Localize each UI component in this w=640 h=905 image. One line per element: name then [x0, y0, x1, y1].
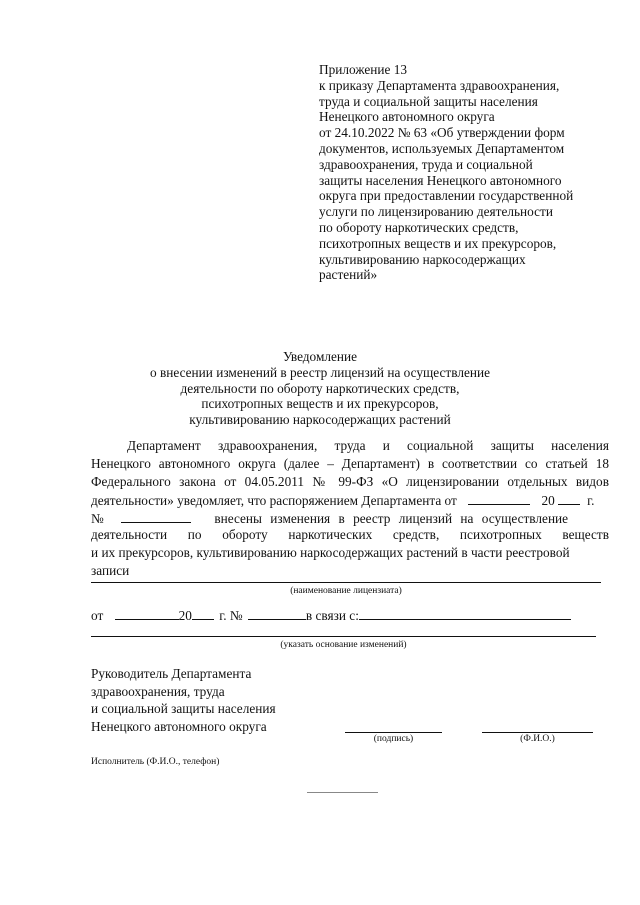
body-line: и их прекурсоров, культивированию наркосодержащих растений в части реестровой	[91, 545, 570, 560]
annex-line: округа при предоставлении государственной	[319, 188, 574, 204]
annex-line: культивированию наркосодержащих	[319, 251, 526, 267]
annex-line: услуги по лицензированию деятельности	[319, 204, 553, 220]
year-label: 20	[178, 608, 192, 623]
annex-line: от 24.10.2022 № 63 «Об утверждении форм	[319, 125, 565, 141]
document-title	[0, 349, 640, 428]
signatory-line: Руководитель Департамента	[91, 666, 252, 681]
body-text: внесены изменения в реестр лицензий на осуществление	[214, 511, 569, 526]
body-text: г.	[587, 493, 595, 508]
from-label: от	[91, 608, 104, 623]
signatory-line: здравоохранения, труда	[91, 683, 225, 699]
title-line: о внесении изменений в реестр лицензий на осуществление	[149, 364, 490, 380]
from-date-field[interactable]	[115, 606, 179, 620]
order-number-field[interactable]	[121, 509, 191, 523]
signatory-line: и социальной защиты населения	[91, 701, 276, 716]
annex-line: растений»	[319, 267, 378, 283]
bottom-divider	[307, 792, 378, 793]
annex-line: труда и социальной защиты населения	[319, 93, 538, 109]
reason-caption: (указать основание изменений)	[280, 640, 407, 650]
name-field[interactable]	[482, 732, 593, 733]
title-line: деятельности по обороту наркотических средств,	[180, 380, 460, 396]
annex-line: Приложение 13	[319, 62, 407, 77]
executor-note: Исполнитель (Ф.И.О., телефон)	[91, 757, 220, 767]
body-line: Ненецкого автономного округа (далее – Департамент) в соответствии со статьей 18	[91, 456, 609, 471]
annex-line: психотропных веществ и их прекурсоров,	[319, 235, 557, 251]
annex-line: документов, используемых Департаментом	[319, 140, 565, 156]
order-date-field[interactable]	[468, 491, 530, 505]
body-text: 20	[541, 493, 555, 508]
name-caption: (Ф.И.О.)	[520, 734, 555, 744]
from-year-field[interactable]	[192, 606, 214, 620]
body-line: Федерального закона от 04.05.2011 № 99-ФЗ «О лицензировании отдельных видов	[91, 474, 609, 489]
title-line: Уведомление	[282, 349, 358, 364]
body-text: №	[91, 511, 104, 526]
title-line: культивированию наркосодержащих растений	[189, 412, 451, 428]
annex-block	[319, 62, 619, 283]
title-line: психотропных веществ и их прекурсоров,	[201, 396, 439, 412]
due-to-label: в связи с:	[305, 608, 359, 623]
from-line	[91, 606, 611, 624]
body-line: деятельности по обороту наркотических средств, психотропных веществ	[91, 527, 609, 542]
annex-line: Ненецкого автономного округа	[319, 109, 495, 125]
reason-input-line[interactable]	[91, 636, 596, 637]
body-text: деятельности» уведомляет, что распоряжением Департамента от	[91, 493, 457, 508]
signature-field[interactable]	[345, 732, 442, 733]
signature-caption: (подпись)	[373, 734, 414, 744]
annex-line: по обороту наркотических средств,	[319, 219, 519, 235]
number-label: г. №	[219, 608, 243, 623]
annex-line: защиты населения Ненецкого автономного	[319, 172, 562, 188]
licensee-caption: (наименование лицензиата)	[290, 586, 402, 596]
body-line: Департамент здравоохранения, труда и социальной защиты населения	[127, 438, 609, 453]
body-line	[91, 491, 609, 509]
body-line: записи	[91, 563, 130, 578]
due-to-field[interactable]	[359, 606, 571, 620]
order-year-field[interactable]	[558, 491, 580, 505]
licensee-input-line[interactable]	[91, 582, 601, 583]
annex-line: к приказу Департамента здравоохранения,	[319, 77, 560, 93]
signatory-block	[91, 665, 276, 735]
body-line	[91, 509, 609, 527]
signatory-line: Ненецкого автономного округа	[91, 718, 267, 734]
from-number-field[interactable]	[248, 606, 306, 620]
annex-line: здравоохранения, труда и социальной	[319, 156, 533, 172]
